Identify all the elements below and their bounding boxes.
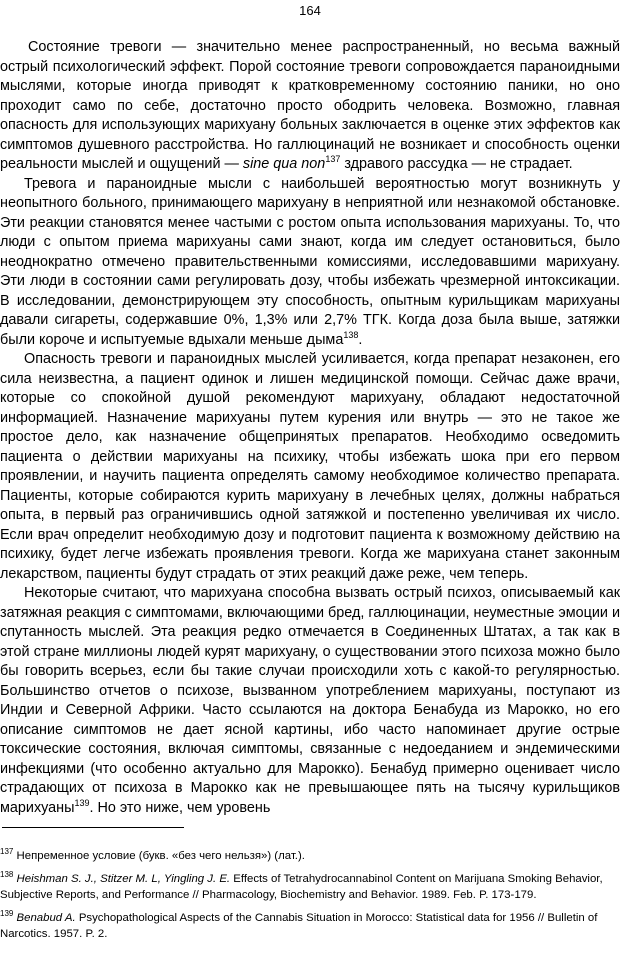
footnote-number: 137 bbox=[0, 847, 14, 856]
footnote-137: $^{137}$ Непременное условие (букв. «без чего нельзя») (лат.). bbox=[0, 847, 305, 862]
main-text bbox=[0, 38, 620, 818]
page-number: 164 bbox=[299, 3, 321, 18]
footnote-ref-138[interactable]: 138 bbox=[343, 329, 359, 340]
paragraph: Тревога и параноидные мысли с наибольшей вероятностью могут возникнуть у неопытного больного, принимающего марихуану в неприятной или незнакомой обстановке. Эти реакции становятся менее частыми с ростом опыта использования марихуаны. То, что люди с опытом приема марихуаны сами знают, когда им следует остановиться, было неоднократно отмечено правительственными комиссиями, исследовавшими марихуану. Эти люди в состоянии сами регулировать дозу, чтобы избежать чрезмерной интоксикации. В исследовании, демонстрирующем эту способность, опытным курильщикам марихуаны давали сигареты, содержавшие 0%, 1,3% или 2,7% ТГК. Когда доза была выше, затяжки были короче и испытуемые вдыхали меньше дыма$^{138}$. bbox=[0, 175, 620, 348]
paragraph: Состояние тревоги — значительно менее распространенный, но весьма важный острый психологический эффект. Порой состояние тревоги сопровождается параноидными мыслями, которые иногда приводят к кратковременному состоянию паники, но оно проходит само по себе, достаточно просто ободрить человека. Возможно, главная опасность для использующих марихуану больных заключается в оценке этих эффектов как симптомов душевного расстройства. Но галлюцинаций не возникает и способность оценки реальности мыслей и ощущений — sine qua non$^{137}$ здравого рассудка — не страдает. bbox=[0, 39, 620, 172]
footnote-authors: Benabud A. bbox=[16, 911, 76, 924]
footnote-ref-137[interactable]: 137 bbox=[325, 154, 341, 164]
footnote-divider bbox=[2, 827, 184, 828]
footnote-authors: Heishman S. J., Stitzer M. L, Yingling J. E. bbox=[16, 872, 231, 885]
footnotes bbox=[0, 848, 620, 949]
footnote-139: $^{139}$ Benabud A. Psychopathological Aspects of the Cannabis Situation in Morocco: Statistical data for 1956 // Bulletin of Narcotics. 1957. P. 2. bbox=[0, 908, 598, 940]
footnote-number: 138 bbox=[0, 869, 14, 879]
paragraph: Опасность тревоги и параноидных мыслей усиливается, когда препарат незаконен, его сила неизвестна, а пациент одинок и лишен медицинской помощи. Сейчас даже врачи, которые со спокойной душой рекомендуют марихуану, обладают недостаточной информацией. Назначение марихуаны путем курения или внутрь — это не такое же простое дело, как назначение общепринятых препаратов. Необходимо осведомить пациента о действии марихуаны на психику, чтобы избежать шока при его первом проявлении, и научить пациента определять самому необходимое количество препарата. Пациенты, которые собираются курить марихуану в лечебных целях, должны набраться опыта, в первый раз ограничившись одной затяжкой и постепенно увеличивая их число. Если врач определит необходимую дозу и подготовит пациента к возможному действию на психику, будет легче избежать проявления тревоги. Когда же марихуана станет законным лекарством, пациенты будут страдать от этих реакций даже реже, чем теперь. bbox=[0, 351, 620, 582]
footnote-ref-139[interactable]: 139 bbox=[74, 797, 90, 808]
latin-phrase: sine qua non bbox=[242, 156, 326, 172]
footnote-number: 139 bbox=[0, 908, 14, 918]
footnote-138: $^{138}$ Heishman S. J., Stitzer M. L, Yingling J. E. Effects of Tetrahydrocannabinol Content on Marijuana Smoking Behavior, Subjective Reports, and Performance // Pharmacology, Biochemistry and Behavior. 1989. Feb. P. 173-179. bbox=[0, 869, 603, 901]
paragraph: Некоторые считают, что марихуана способна вызвать острый психоз, описываемый как затяжная реакция с симптомами, включающими бред, галлюцинации, неуместные эмоции и спутанность мыслей. Эта реакция редко отмечается в Соединенных Штатах, а так как в этой стране миллионы людей курят марихуану, о существовании этого психоза можно было бы говорить всерьез, если бы такие случаи происходили хоть с какой-то регулярностью. Большинство отчетов о психозе, вызванном употреблением марихуаны, поступают из Индии и Северной Африки. Часто ссылаются на доктора Бенабуда из Марокко, но его описание симптомов не дает ясной картины, ибо часто напоминает другие острые токсические состояния, включая симптомы, связанные с недоеданием и эндемическими инфекциями (что особенно актуально для Марокко). Бенабуд примерно оценивает число страдающих от психоза в Марокко как не превышающее пять на тысячу курильщиков марихуаны$^{139}$. Но это ниже, чем уровень bbox=[0, 585, 620, 816]
